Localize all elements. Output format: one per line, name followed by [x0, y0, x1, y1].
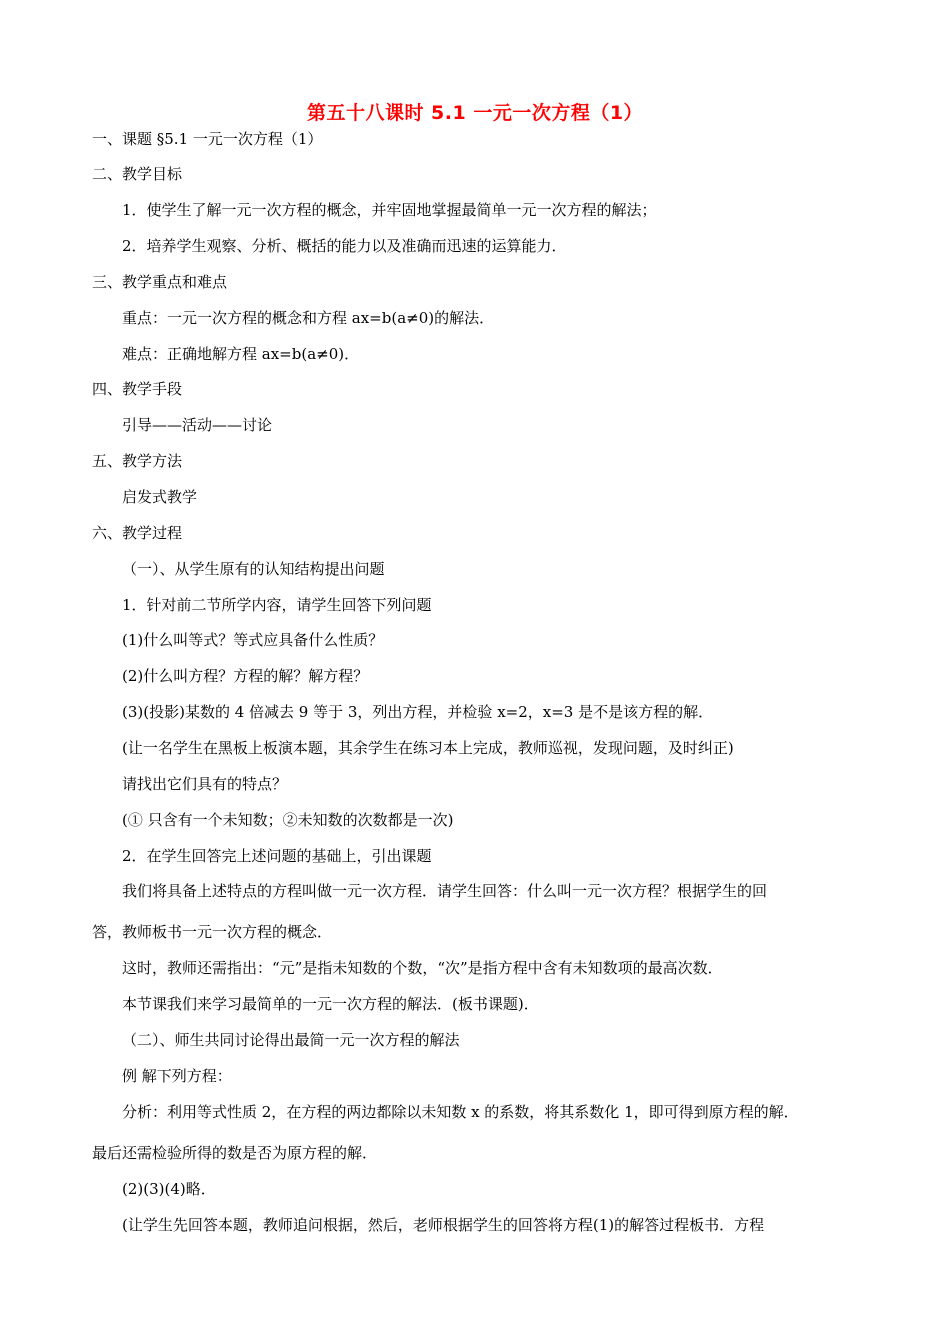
paragraph: 请找出它们具有的特点？: [122, 775, 288, 793]
paragraph: 这时，教师还需指出：“元”是指未知数的个数，“次”是指方程中含有未知数项的最高次数．: [122, 959, 723, 977]
section-heading-objectives: 二、教学目标: [92, 165, 183, 183]
key-point-text: 重点：一元一次方程的概念和方程 ax=b(a≠0)的解法．: [122, 309, 495, 327]
paragraph: 2．在学生回答完上述问题的基础上，引出课题: [122, 847, 432, 865]
paragraph: (① 只含有一个未知数；②未知数的次数都是一次): [122, 811, 454, 829]
section-heading-means: 四、教学手段: [92, 380, 183, 398]
paragraph: (让一名学生在黑板上板演本题，其余学生在练习本上完成，教师巡视，发现问题，及时纠正): [122, 739, 734, 757]
paragraph: 我们将具备上述特点的方程叫做一元一次方程．请学生回答：什么叫一元一次方程？根据学生的回: [122, 882, 768, 900]
objective-item-2: 2．培养学生观察、分析、概括的能力以及准确而迅速的运算能力．: [122, 237, 567, 255]
difficulty-text: 难点：正确地解方程 ax=b(a≠0)．: [122, 345, 360, 363]
process-subheading-2: （二）、师生共同讨论得出最简一元一次方程的解法: [122, 1031, 460, 1049]
section-heading-process: 六、教学过程: [92, 524, 183, 542]
process-subheading-1: （一）、从学生原有的认知结构提出问题: [122, 560, 385, 578]
question-1: (1)什么叫等式？等式应具备什么性质？: [122, 631, 384, 649]
paragraph: 本节课我们来学习最简单的一元一次方程的解法．(板书课题)．: [122, 995, 539, 1013]
section-heading-key-points: 三、教学重点和难点: [92, 273, 228, 291]
paragraph-continuation: 最后还需检验所得的数是否为原方程的解．: [92, 1144, 378, 1162]
question-3: (3)(投影)某数的 4 倍减去 9 等于 3，列出方程，并检验 x=2，x=3 是不是该方程的解．: [122, 703, 714, 721]
paragraph: (2)(3)(4)略．: [122, 1180, 216, 1198]
paragraph: 1．针对前二节所学内容，请学生回答下列问题: [122, 596, 432, 614]
question-2: (2)什么叫方程？方程的解？解方程？: [122, 667, 369, 685]
paragraph-continuation: 答，教师板书一元一次方程的概念．: [92, 923, 333, 941]
section-heading-topic: 一、课题 §5.1 一元一次方程（1）: [92, 130, 323, 148]
paragraph: (让学生先回答本题，教师追问根据，然后，老师根据学生的回答将方程(1)的解答过程板书．方程: [122, 1216, 765, 1234]
objective-item-1: 1．使学生了解一元一次方程的概念，并牢固地掌握最简单一元一次方程的解法；: [122, 201, 657, 219]
section-heading-method: 五、教学方法: [92, 452, 183, 470]
example-label: 例 解下列方程：: [122, 1067, 232, 1085]
document-title: 第五十八课时 5.1 一元一次方程（1）: [306, 102, 644, 124]
analysis-paragraph: 分析：利用等式性质 2，在方程的两边都除以未知数 x 的系数，将其系数化 1，即可得到原方程的解．: [122, 1103, 799, 1121]
means-text: 引导——活动——讨论: [122, 416, 273, 434]
method-text: 启发式教学: [122, 488, 198, 506]
